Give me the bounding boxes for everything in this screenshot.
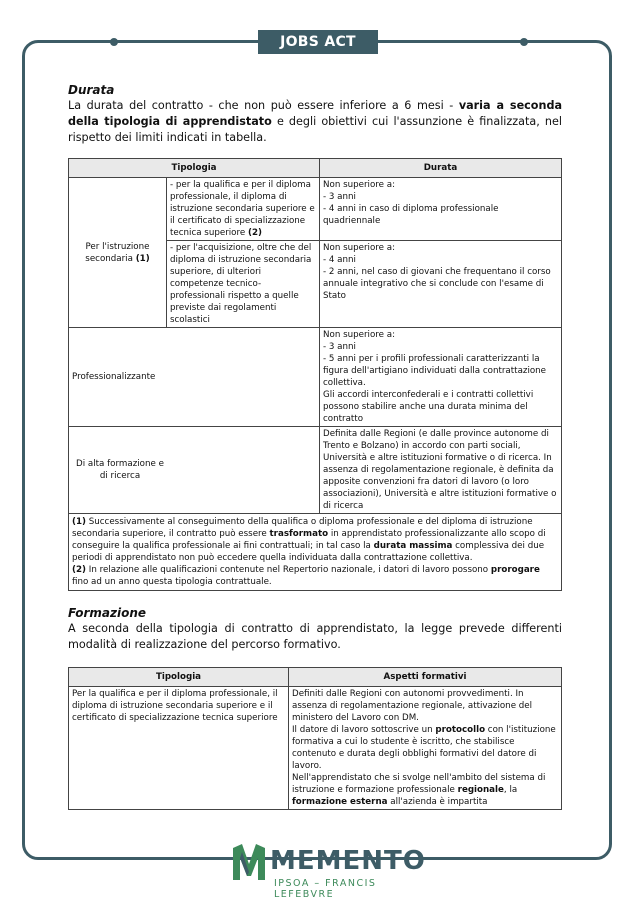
col-durata: Durata (320, 159, 562, 178)
durata-text-c: e degli obiettivi cui l'assunzione è finalizzata, nel rispetto dei limiti indicati in tabella. (68, 115, 562, 144)
durata-table (68, 158, 562, 591)
note1-b: trasformato (269, 529, 329, 539)
note2-c: fino ad un anno questa tipologia contrattuale. (72, 577, 272, 587)
formazione-title: Formazione (68, 606, 147, 620)
alta-durata: Definita dalle Regioni (e dalle province autonome di Trento e Bolzano) in accordo con parti sociali, Università e altre istituzioni formative o di ricerca. In assenza di regolamentazione regionale, è definita da apposite convenzioni fra datori di lavoro (o loro associazioni), Università e altre istituzioni formative o di ricerca (320, 427, 562, 514)
aspetti-b: protocollo (435, 725, 486, 735)
prof-durata: Non superiore a: - 3 anni - 5 anni per i profili professionali caratterizzanti la figura dell'artigiano individuati dalla contrattazione collettiva. Gli accordi interconfederali e i contratti collettivi possono stabilire anche una durata minima del contratto (320, 328, 562, 427)
col-tipologia-2: Tipologia (69, 668, 289, 687)
note2-b: prorogare (490, 565, 540, 575)
istruzione-label: Per l'istruzione secondaria (85, 241, 150, 264)
row1-sub-text: - per la qualifica e per il diploma professionale, il diploma di istruzione secondaria superiore e il certificato di specializzazione tecnica superiore (170, 180, 315, 238)
durata-text-a: La durata del contratto - che non può essere inferiore a 6 mesi - (68, 99, 459, 112)
note2-ref: (2) (72, 565, 86, 575)
header-banner: JOBS ACT (258, 30, 378, 54)
note1-ref: (1) (72, 517, 86, 527)
memento-logo-icon (230, 842, 268, 882)
note1-c: in apprendistato professionalizzante allo scopo di conseguire la qualifica professionale ai fini contrattuali; in tal caso la (72, 529, 546, 551)
frame-dot-left (110, 38, 118, 46)
logo-name: MEMENTO (270, 846, 426, 876)
aspetti-a: Definiti dalle Regioni con autonomi provvedimenti. In assenza di regolamentazione regionale, attivazione del ministero del Lavoro con DM. Il datore di lavoro sottoscrive un (292, 689, 533, 735)
istruzione-ref: (1) (135, 253, 150, 264)
logo-sub: IPSOA – FRANCIS LEFEBVRE (274, 878, 377, 900)
aspetti-e: , la (503, 785, 518, 795)
row-tipologia-2: Per la qualifica e per il diploma professionale, il diploma di istruzione secondaria superiore e il certificato di specializzazione tecnica superiore (69, 687, 289, 810)
durata-text-bold: varia a seconda della tipologia di apprendistato (68, 99, 562, 128)
alta-label (69, 427, 320, 514)
durata-title: Durata (68, 83, 115, 97)
row2-durata: Non superiore a: - 4 anni - 2 anni, nel caso di giovani che frequentano il corso annuale integrativo che si conclude con l'esame di Stato (320, 241, 562, 328)
note1-e: complessiva dei due periodi di apprendistato non può eccedere quella individuata dalla contrattazione collettiva. (72, 541, 545, 563)
main-content (68, 82, 562, 810)
aspetti-g: all'azienda è impartita (387, 797, 488, 807)
aspetti-d: regionale (457, 785, 504, 795)
memento-logo (230, 838, 426, 900)
aspetti-f: formazione esterna (292, 797, 388, 807)
table-notes (69, 514, 562, 591)
row-aspetti (289, 687, 562, 810)
col-aspetti: Aspetti formativi (289, 668, 562, 687)
alta-label-text: Di alta formazione e di ricerca (76, 459, 164, 481)
note1-a: Successivamente al conseguimento della qualifica o diploma professionale e del diploma di istruzione secondaria superiore, il contratto può essere (72, 517, 533, 539)
istruzione-cell (69, 178, 167, 328)
note2-a: In relazione alle qualificazioni contenute nel Repertorio nazionale, i datori di lavoro possono (86, 565, 491, 575)
durata-paragraph (68, 98, 562, 146)
frame-dot-right (520, 38, 528, 46)
row2-sub: - per l'acquisizione, oltre che del diploma di istruzione secondaria superiore, di ulteriori competenze tecnico-professionali rispetto a quelle previste dai regolamenti scolastici (167, 241, 320, 328)
note1-d: durata massima (373, 541, 453, 551)
col-tipologia: Tipologia (69, 159, 320, 178)
row1-sub (167, 178, 320, 241)
formazione-table (68, 667, 562, 810)
formazione-paragraph: A seconda della tipologia di contratto di apprendistato, la legge prevede differenti modalità di realizzazione del percorso formativo. (68, 622, 562, 651)
row1-durata: Non superiore a: - 3 anni - 4 anni in caso di diploma professionale quadriennale (320, 178, 562, 241)
prof-label: Professionalizzante (69, 328, 320, 427)
aspetti-c: con l'istituzione formativa a cui lo studente è iscritto, che stabilisce contenuto e durata degli obblighi formativi del datore di lavoro. Nell'apprendistato che si svolge nell'ambito del sistema di istruzione e formazione professionale (292, 725, 556, 795)
row1-sub-ref: (2) (248, 228, 262, 238)
